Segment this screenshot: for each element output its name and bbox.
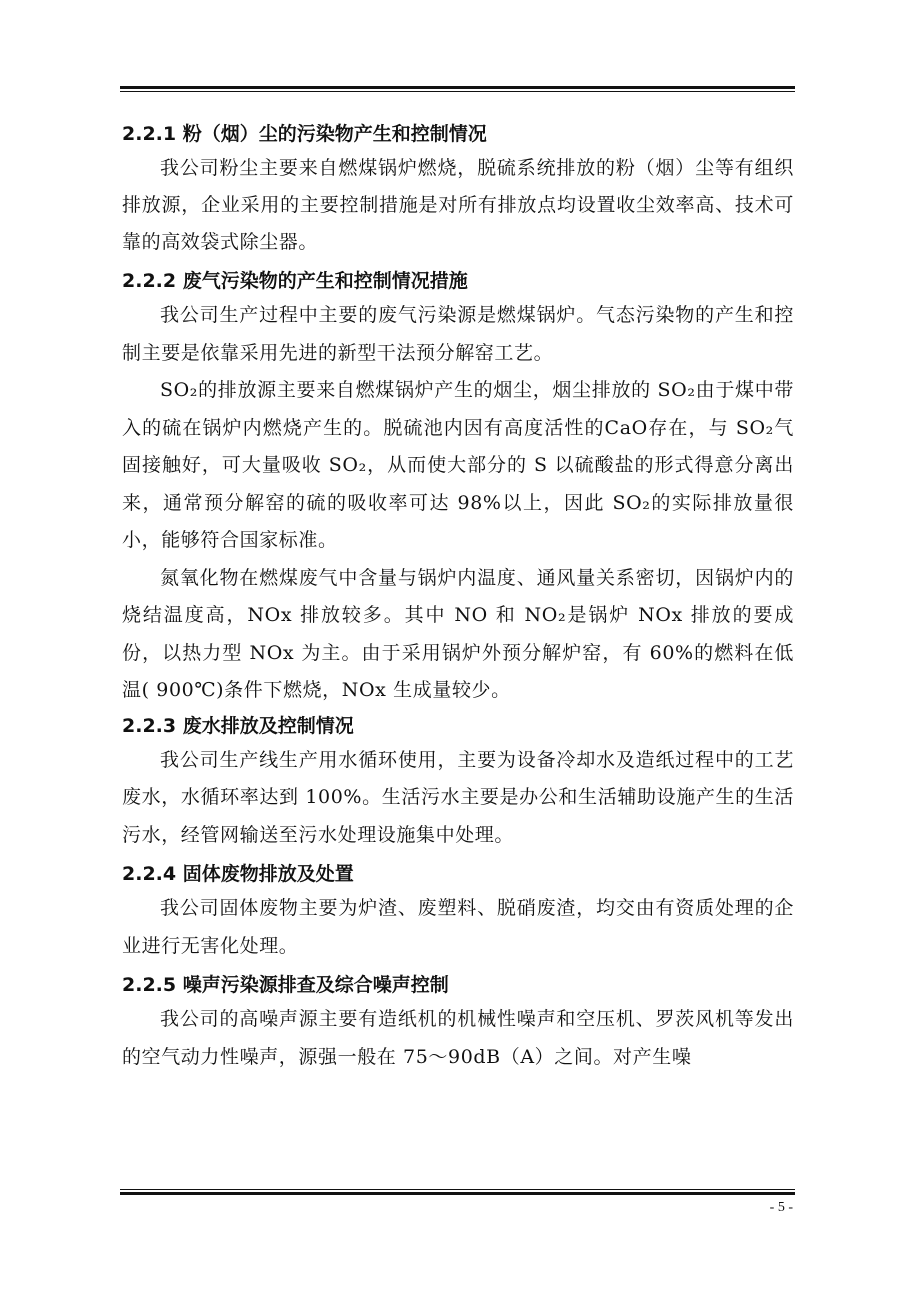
page-number: - 5 - [769, 1200, 793, 1215]
section-2-2-3 [122, 710, 794, 855]
footer-rule-thick [120, 1192, 795, 1195]
section-heading: 2.2.4 固体废物排放及处置 [122, 863, 354, 885]
footer-rule-thin [120, 1189, 795, 1190]
paragraph: 我公司生产线生产用水循环使用，主要为设备冷却水及造纸过程中的工艺废水，水循环率达到 100%。生活污水主要是办公和生活辅助设施产生的生活污水，经管网输送至污水处理设施集中处理。 [122, 748, 794, 846]
paragraph: 氮氧化物在燃煤废气中含量与锅炉内温度、通风量关系密切，因锅炉内的烧结温度高，NOx 排放较多。其中 NO 和 NO₂是锅炉 NOx 排放的要成份，以热力型 NOx 为主。由于采用锅炉外预分解炉窑，有 60%的燃料在低温( 900℃)条件下燃烧，NOx 生成量较少。 [122, 566, 794, 701]
section-heading: 2.2.5 噪声污染源排查及综合噪声控制 [122, 974, 449, 996]
header-rule-thick [120, 86, 795, 89]
paragraph: 我公司生产过程中主要的废气污染源是燃煤锅炉。气态污染物的产生和控制主要是依靠采用先进的新型干法预分解窑工艺。 [122, 304, 794, 364]
section-heading: 2.2.1 粉（烟）尘的污染物产生和控制情况 [122, 123, 487, 145]
section-heading: 2.2.3 废水排放及控制情况 [122, 714, 354, 737]
document-body [122, 118, 794, 1076]
paragraph: SO₂的排放源主要来自燃煤锅炉产生的烟尘，烟尘排放的 SO₂由于煤中带入的硫在锅炉内燃烧产生的。脱硫池内因有高度活性的CaO存在，与 SO₂气固接触好，可大量吸收 SO₂，从而使大部分的 S 以硫酸盐的形式得意分离出来，通常预分解窑的硫的吸收率可达 98%以上，因此 SO₂的实际排放量很小，能够符合国家标准。 [122, 379, 794, 551]
section-2-2-2 [122, 265, 794, 710]
section-2-2-4 [122, 858, 794, 965]
paragraph: 我公司的高噪声源主要有造纸机的机械性噪声和空压机、罗茨风机等发出的空气动力性噪声，源强一般在 75～90dB（A）之间。对产生噪 [122, 1008, 794, 1068]
paragraph: 我公司固体废物主要为炉渣、废塑料、脱硝废渣，均交由有资质处理的企业进行无害化处理。 [122, 897, 794, 957]
paragraph: 我公司粉尘主要来自燃煤锅炉燃烧，脱硫系统排放的粉（烟）尘等有组织排放源，企业采用的主要控制措施是对所有排放点均设置收尘效率高、技术可靠的高效袋式除尘器。 [122, 157, 794, 253]
header-rule-thin [120, 91, 795, 92]
section-2-2-1 [122, 118, 794, 261]
section-heading: 2.2.2 废气污染物的产生和控制情况措施 [122, 270, 468, 292]
section-2-2-5 [122, 969, 794, 1076]
